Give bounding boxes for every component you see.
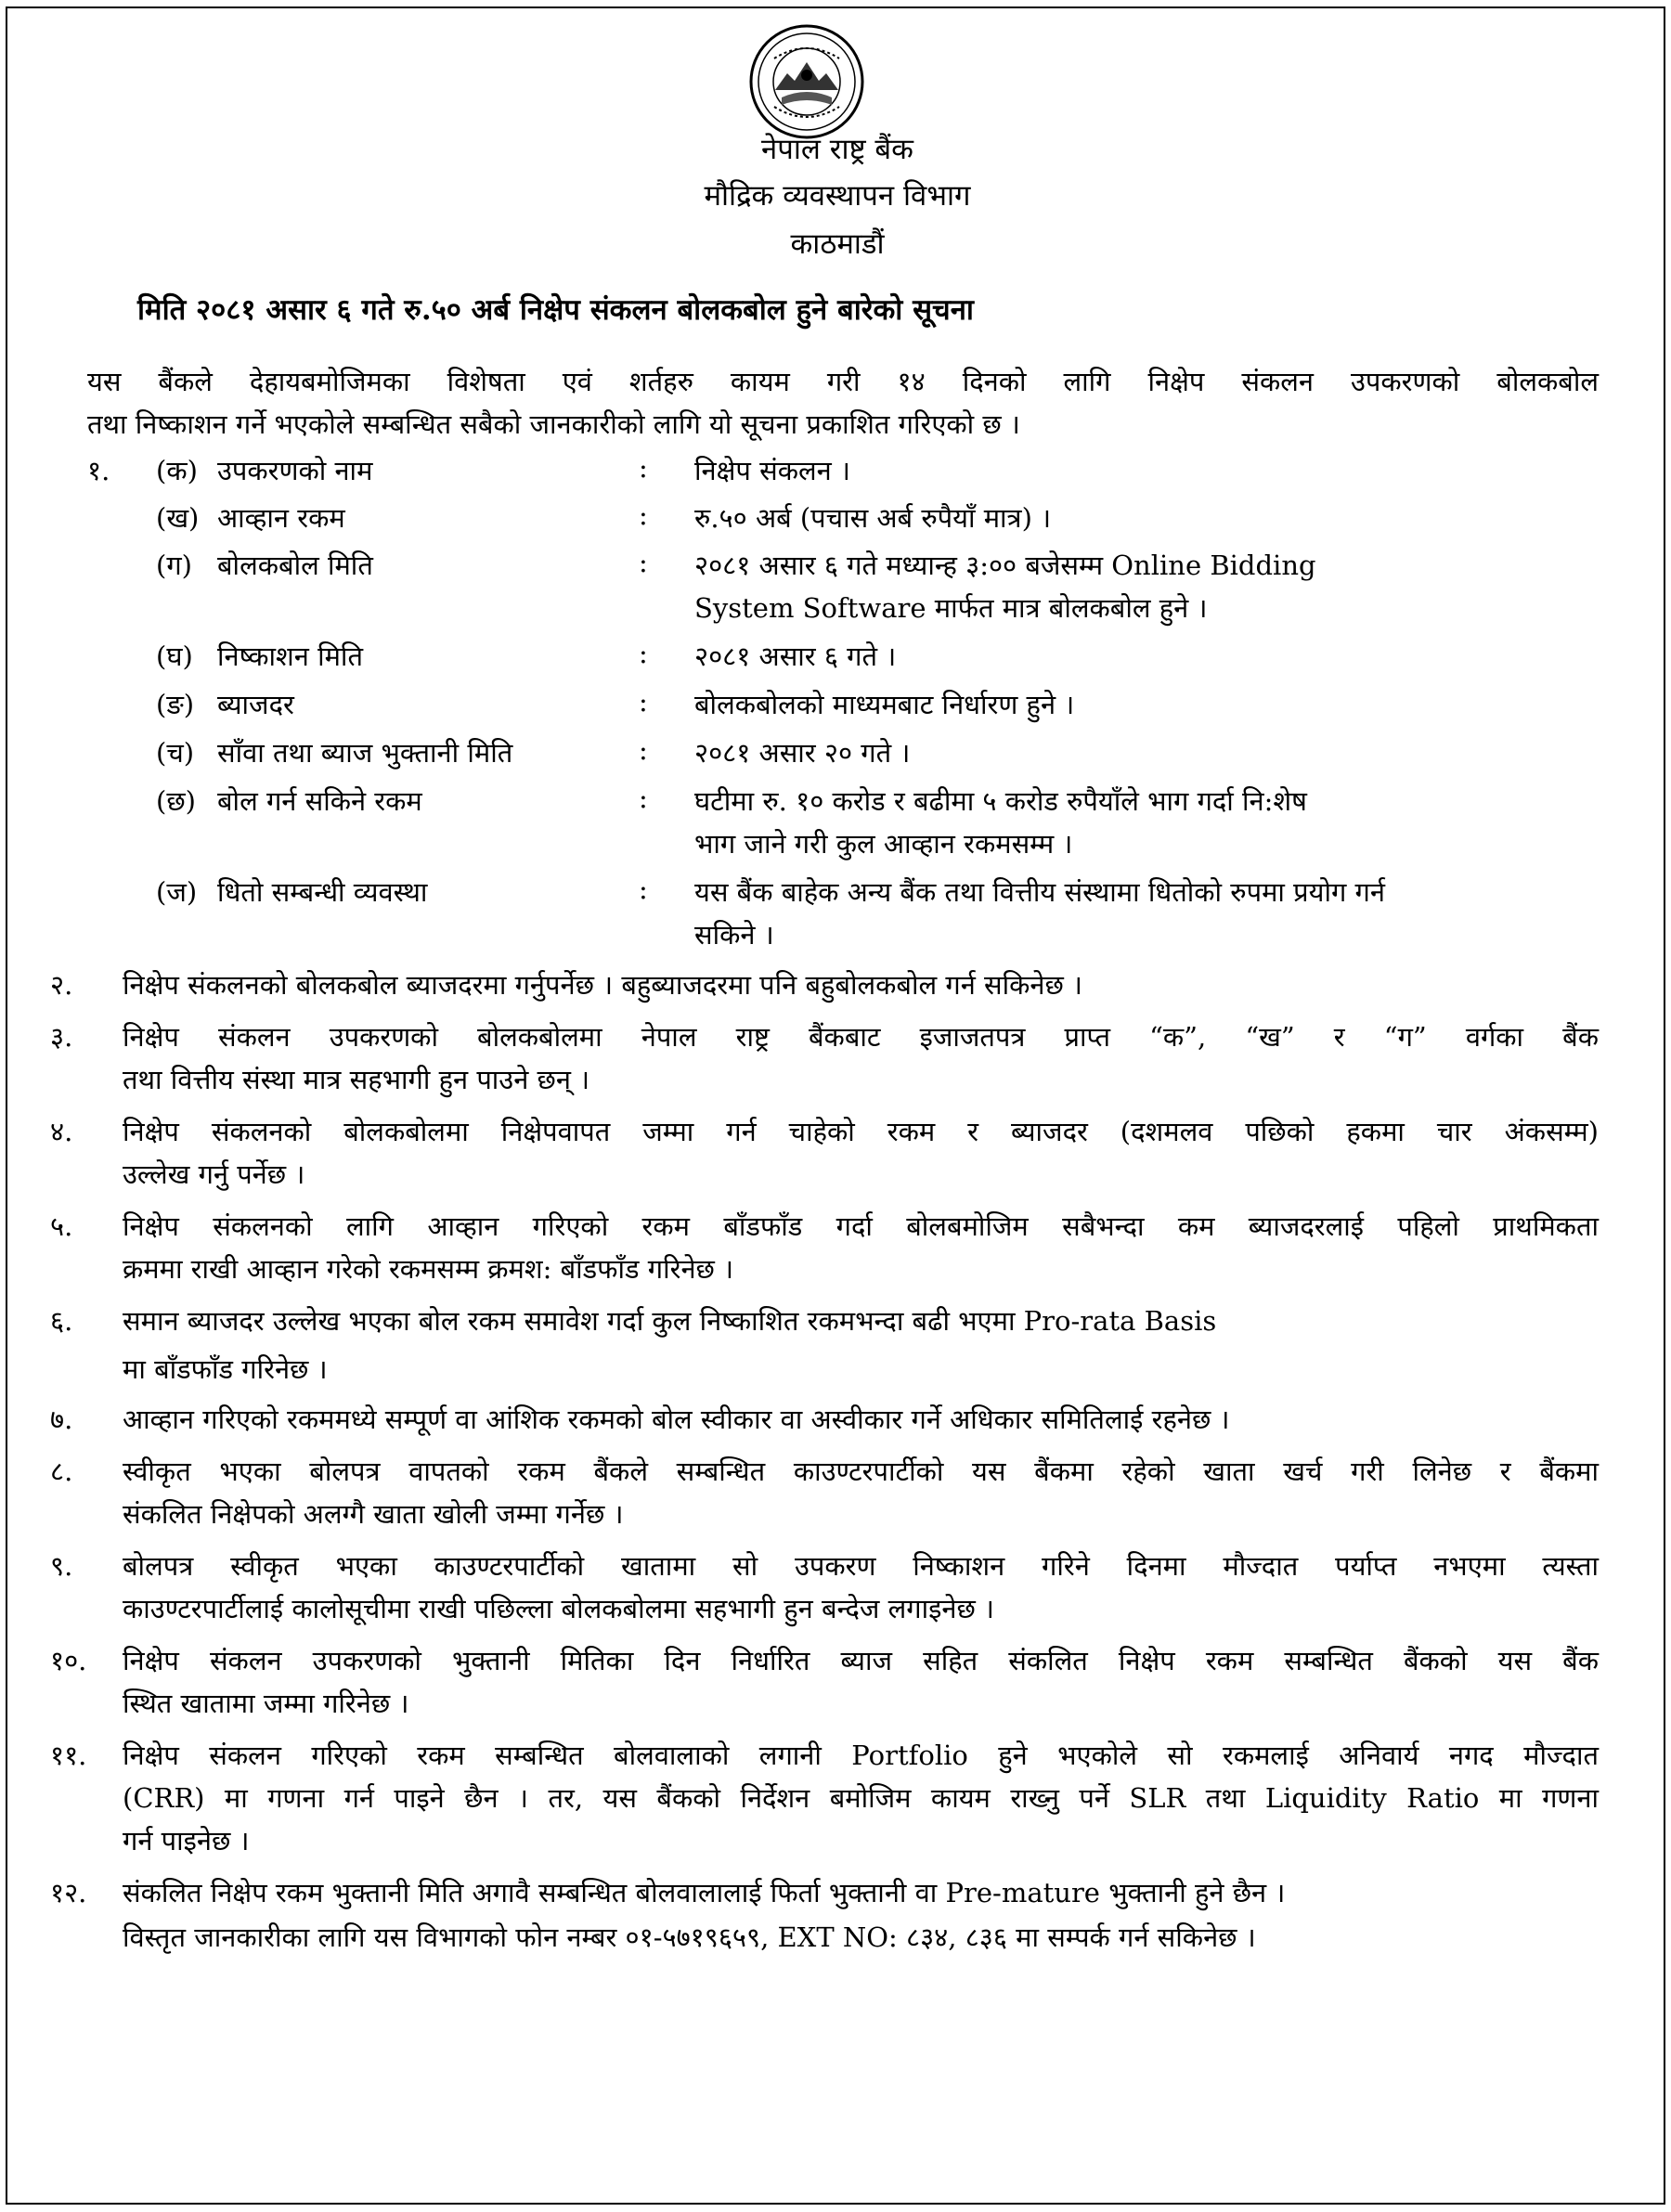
clause-line: संकलित निक्षेपको अलग्गै खाता खोली जम्मा गर्नेछ ।: [123, 1498, 624, 1530]
detail-label: (क): [156, 455, 198, 486]
clause-line: संकलित निक्षेप रकम भुक्तानी मिति अगावै सम्बन्धित बोलवालालाई फिर्ता भुक्तानी वा Pre-mature भुक्तानी हुने छैन ।: [123, 1877, 1286, 1908]
detail-name: आव्हान रकम: [217, 502, 345, 534]
detail-label: (च): [156, 737, 195, 769]
detail-name: निष्काशन मिति: [217, 640, 363, 672]
clause-number: ६.: [50, 1305, 73, 1337]
clause-number: १२.: [50, 1877, 87, 1908]
clause-line: निक्षेप संकलन उपकरणको भुक्तानी मितिका दिन निर्धारित ब्याज सहित संकलित निक्षेप रकम सम्बन्धित बैंकको यस बैंक: [123, 1645, 1599, 1676]
department-name: मौद्रिक व्यवस्थापन विभाग: [704, 179, 971, 213]
clause-number: १०.: [50, 1645, 87, 1676]
clause-line: समान ब्याजदर उल्लेख भएका बोल रकम समावेश गर्दा कुल निष्काशित रकमभन्दा बढी भएमा Pro-rata Basis: [123, 1305, 1217, 1337]
clause-number: ५.: [50, 1210, 73, 1242]
clause-line: निक्षेप संकलन उपकरणको बोलकबोलमा नेपाल राष्ट्र बैंकबाट इजाजतपत्र प्राप्त “क”, “ख” र “ग” वर्गका बैंक: [123, 1021, 1599, 1053]
detail-name: धितो सम्बन्धी व्यवस्था: [217, 876, 428, 908]
detail-colon: :: [639, 452, 648, 484]
detail-value: बोलकबोलको माध्यमबाट निर्धारण हुने ।: [694, 689, 1075, 720]
detail-value: रु.५० अर्ब (पचास अर्ब रुपैयाँ मात्र) ।: [694, 502, 1052, 534]
detail-value: घटीमा रु. १० करोड र बढीमा ५ करोड रुपैयाँले भाग गर्दा नि:शेष: [694, 785, 1307, 817]
notice-page: [6, 6, 1665, 2205]
detail-value: भाग जाने गरी कुल आव्हान रकमसम्म ।: [694, 828, 1073, 860]
detail-label: (घ): [156, 640, 193, 672]
detail-value: निक्षेप संकलन ।: [694, 455, 850, 486]
detail-name: ब्याजदर: [217, 689, 294, 720]
detail-colon: :: [639, 873, 648, 905]
clause-line: निक्षेप संकलनको लागि आव्हान गरिएको रकम बाँडफाँड गर्दा बोलबमोजिम सबैभन्दा कम ब्याजदरलाई पहिलो प्राथमिकता: [123, 1210, 1599, 1242]
detail-value: २०८१ असार ६ गते ।: [694, 640, 897, 672]
clause-line: निक्षेप संकलनको बोलकबोलमा निक्षेपवापत जम्मा गर्न चाहेको रकम र ब्याजदर (दशमलव पछिको हकमा चार अंकसम्म): [123, 1116, 1599, 1147]
detail-value: २०८१ असार ६ गते मध्यान्ह ३:०० बजेसम्म Online Bidding: [694, 550, 1316, 581]
clause-line: काउण्टरपार्टीलाई कालोसूचीमा राखी पछिल्ला बोलकबोलमा सहभागी हुन बन्देज लगाइनेछ ।: [123, 1593, 995, 1624]
detail-colon: :: [639, 499, 648, 531]
clause-number: ९.: [50, 1550, 73, 1582]
clause-line: तथा वित्तीय संस्था मात्र सहभागी हुन पाउने छन् ।: [123, 1064, 590, 1095]
clause-number: ३.: [50, 1021, 73, 1053]
detail-value: २०८१ असार २० गते ।: [694, 737, 911, 769]
city-name: काठमाडौं: [790, 227, 885, 261]
detail-colon: :: [639, 783, 648, 814]
clause-line: स्वीकृत भएका बोलपत्र वापतको रकम बैंकले सम्बन्धित काउण्टरपार्टीको यस बैंकमा रहेको खाता खर्च गरी लिनेछ र बैंकमा: [123, 1455, 1599, 1487]
detail-label: (ग): [156, 550, 192, 581]
detail-name: साँवा तथा ब्याज भुक्तानी मिति: [217, 737, 513, 769]
detail-name: उपकरणको नाम: [217, 455, 373, 486]
detail-value: System Software मार्फत मात्र बोलकबोल हुने ।: [694, 592, 1208, 624]
detail-name: बोलकबोल मिति: [217, 550, 373, 581]
detail-colon: :: [639, 734, 648, 766]
detail-value: सकिने ।: [694, 919, 774, 951]
intro-line-2: तथा निष्काशन गर्ने भएकोले सम्बन्धित सबैको जानकारीको लागि यो सूचना प्रकाशित गरिएको छ ।: [87, 408, 1020, 440]
clause-line: आव्हान गरिएको रकममध्ये सम्पूर्ण वा आंशिक रकमको बोल स्वीकार वा अस्वीकार गर्ने अधिकार समितिलाई रहनेछ ।: [123, 1404, 1230, 1435]
detail-label: (ख): [156, 502, 200, 534]
detail-value: यस बैंक बाहेक अन्य बैंक तथा वित्तीय संस्थामा धितोको रुपमा प्रयोग गर्न: [694, 876, 1385, 908]
detail-label: (छ): [156, 785, 196, 817]
clause-number: ८.: [50, 1455, 73, 1487]
clause-line: क्रममा राखी आव्हान गरेको रकमसम्म क्रमश: बाँडफाँड गरिनेछ ।: [123, 1253, 734, 1285]
detail-name: बोल गर्न सकिने रकम: [217, 785, 422, 817]
clause-line: निक्षेप संकलन गरिएको रकम सम्बन्धित बोलवालाको लगानी Portfolio हुने भएकोले सो रकमलाई अनिवार्य नगद मौज्दात: [123, 1740, 1599, 1771]
clause-line: बोलपत्र स्वीकृत भएका काउण्टरपार्टीको खातामा सो उपकरण निष्काशन गरिने दिनमा मौज्दात पर्याप्त नभएमा त्यस्ता: [123, 1550, 1599, 1582]
detail-label: (ज): [156, 876, 198, 908]
clause-line: गर्न पाइनेछ ।: [123, 1825, 250, 1856]
clause-line: मा बाँडफाँड गरिनेछ ।: [123, 1353, 328, 1385]
clause-line: निक्षेप संकलनको बोलकबोल ब्याजदरमा गर्नुपर्नेछ । बहुब्याजदरमा पनि बहुबोलकबोल गर्न सकिनेछ ।: [123, 969, 1083, 1001]
clause-number: ११.: [50, 1740, 87, 1771]
notice-title: मिति २०८१ असार ६ गते रु.५० अर्ब निक्षेप संकलन बोलकबोल हुने बारेको सूचना: [137, 293, 974, 327]
clause-number-1: १.: [87, 455, 110, 486]
clause-number: २.: [50, 969, 73, 1001]
clause-number: ७.: [50, 1404, 73, 1435]
detail-colon: :: [639, 547, 648, 578]
clause-number: ४.: [50, 1116, 73, 1147]
bank-name: नेपाल राष्ट्र बैंक: [761, 133, 913, 166]
clause-line: उल्लेख गर्नु पर्नेछ ।: [123, 1158, 305, 1190]
nepal-rastra-bank-seal-icon: [746, 21, 867, 142]
clause-line: विस्तृत जानकारीका लागि यस विभागको फोन नम्बर ०१-५७१९६५९, EXT NO: ८३४, ८३६ मा सम्पर्क गर्न सकिनेछ ।: [123, 1921, 1256, 1953]
detail-colon: :: [639, 638, 648, 669]
detail-colon: :: [639, 686, 648, 718]
detail-label: (ङ): [156, 689, 195, 720]
clause-line: स्थित खातामा जम्मा गरिनेछ ।: [123, 1688, 409, 1719]
intro-line-1: यस बैंकले देहायबमोजिमका विशेषता एवं शर्तहरु कायम गरी १४ दिनको लागि निक्षेप संकलन उपकरणको बोलकबोल: [87, 366, 1599, 397]
clause-line: (CRR) मा गणना गर्न पाइने छैन । तर, यस बैंकको निर्देशन बमोजिम कायम राख्नु पर्ने SLR तथा Liquidity Ratio मा गणना: [123, 1782, 1599, 1814]
